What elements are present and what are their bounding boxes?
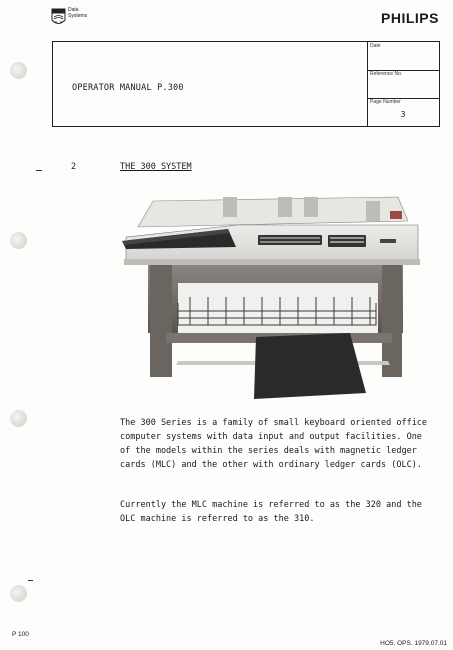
date-cell	[367, 42, 439, 71]
margin-mark	[28, 580, 33, 581]
division-line-1: Data	[68, 7, 79, 13]
division-label	[68, 7, 87, 19]
paragraph-models: Currently the MLC machine is referred to as the 320 and the OLC machine is referred to as the 310.	[120, 500, 422, 524]
division-line-2: Systems	[68, 13, 88, 19]
page-number-value: 3	[400, 110, 406, 119]
page-number-cell	[367, 98, 439, 126]
document-title: OPERATOR MANUAL P.300	[72, 83, 184, 93]
footer-form-code: P 100	[12, 631, 29, 638]
section-title: THE 300 SYSTEM	[120, 162, 192, 172]
date-label: Date	[370, 43, 381, 49]
paragraph-intro: The 300 Series is a family of small keyboard oriented office computer systems with data input and output facilities. One of the models within the series deals with magnetic ledger cards (MLC) and the other with ordinary ledger cards (OLC).	[120, 418, 428, 470]
reference-cell	[367, 70, 439, 99]
binder-hole	[10, 62, 27, 79]
page-number-label: Page Number	[370, 99, 401, 105]
binder-hole	[10, 585, 27, 602]
section-number: 2	[71, 162, 77, 172]
philips-shield-logo	[51, 8, 66, 27]
photo-office-computer-desk	[118, 193, 420, 405]
footer-document-code: HO5. OPS. 1979.07.01	[380, 640, 447, 647]
binder-hole	[10, 410, 27, 427]
brand-name: PHILIPS	[381, 10, 439, 26]
binder-hole	[10, 232, 27, 249]
reference-label: Reference No.	[370, 71, 403, 77]
margin-mark	[36, 170, 42, 171]
metadata-frame	[367, 41, 440, 127]
